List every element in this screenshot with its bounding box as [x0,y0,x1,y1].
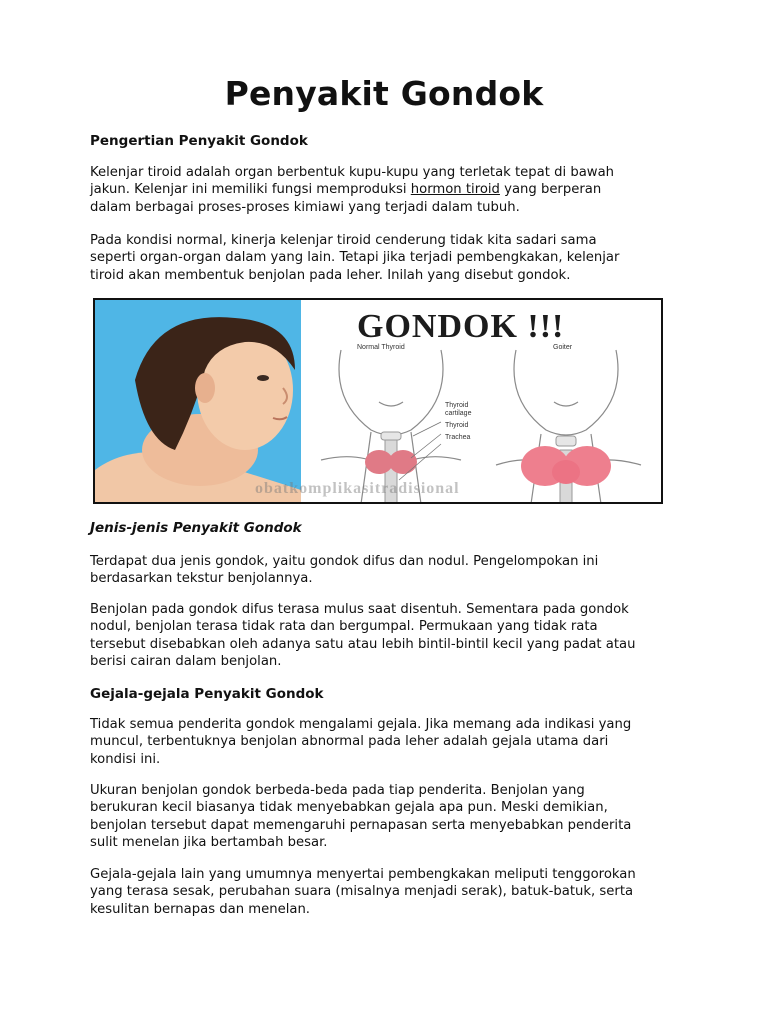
paragraph-benjolan-difus [90,601,690,671]
page-title: Penyakit Gondok [224,74,544,113]
text-line: yang berperan [504,182,602,198]
thyroid-label: Thyroid [445,422,469,429]
paragraph-kondisi-normal [90,232,690,284]
text-line: muncul, terbentuknya benjolan abnormal pada leher adalah gejala utama dari [90,734,609,750]
cartilage-label-line: Thyroid [445,402,469,409]
hormon-tiroid-link[interactable]: hormon tiroid [410,182,500,198]
gondok-banner: GONDOK !!! [357,308,565,345]
text-line: Pada kondisi normal, kinerja kelenjar tiroid cenderung tidak kita sadari sama [90,233,597,248]
section-heading-pengertian: Pengertian Penyakit Gondok [90,133,308,149]
text-line: Terdapat dua jenis gondok, yaitu gondok difus dan nodul. Pengelompokan ini [90,554,599,569]
section-heading-gejala: Gejala-gejala Penyakit Gondok [90,686,324,702]
paragraph-kelenjar-tiroid [90,164,690,216]
text-line: berdasarkan tekstur benjolannya. [90,571,313,587]
text-line: kondisi ini. [90,751,161,767]
text-line: tersebut disebabkan oleh adanya satu atau lebih bintil-bintil kecil yang padat atau [90,636,636,652]
paragraph-dua-jenis [90,553,690,588]
text-line: berukuran kecil biasanya tidak menyebabkan gejala apa pun. Meski demikian, [90,800,608,816]
text-line: seperti organ-organ dalam yang lain. Tetapi jika terjadi pembengkakan, kelenjar [90,250,620,266]
goiter-thyroid-drawing [521,436,611,504]
text-line: nodul, benjolan terasa tidak rata dan bergumpal. Permukaan yang tidak rata [90,619,598,635]
text-line: kesulitan bernapas dan menelan. [90,901,310,917]
text-line: tiroid akan membentuk benjolan pada leher. Inilah yang disebut gondok. [90,267,571,283]
thyroid-cartilage-label [445,402,471,418]
text-line: Tidak semua penderita gondok mengalami gejala. Jika memang ada indikasi yang [90,717,632,732]
child-goiter-photo [95,300,301,502]
watermark-text: obatkomplikasitradisional [255,480,460,497]
text-line: sulit menelan jika bertambah besar. [90,835,328,851]
child-photo-drawing [95,300,301,502]
paragraph-ukuran-benjolan [90,782,690,852]
goiter-label: Goiter [553,344,573,351]
goiter-illustration [93,298,663,504]
text-line: Benjolan pada gondok difus terasa mulus saat disentuh. Sementara pada gondok [90,602,629,617]
paragraph-gejala-lain [90,866,690,918]
text-line: jakun. Kelenjar ini memiliki fungsi memproduksi [90,182,411,198]
text-line: berisi cairan dalam benjolan. [90,654,282,670]
normal-thyroid-label: Normal Thyroid [357,344,405,351]
trachea-label: Trachea [445,434,471,441]
text-line: Ukuran benjolan gondok berbeda-beda pada tiap penderita. Benjolan yang [90,783,585,798]
paragraph-tidak-semua [90,716,690,768]
section-heading-jenis: Jenis-jenis Penyakit Gondok [90,520,302,536]
text-line: yang terasa sesak, perubahan suara (misalnya menjadi serak), batuk-batuk, serta [90,884,634,900]
cartilage-label-line: cartilage [445,410,472,417]
text-line: dalam berbagai proses-proses kimiawi yang terjadi dalam tubuh. [90,199,520,215]
text-line: Gejala-gejala lain yang umumnya menyertai pembengkakan meliputi tenggorokan [90,867,636,882]
text-line: Kelenjar tiroid adalah organ berbentuk kupu-kupu yang terletak tepat di bawah [90,165,615,180]
text-line: benjolan tersebut dapat memengaruhi pernapasan serta menyebabkan penderita [90,817,632,833]
